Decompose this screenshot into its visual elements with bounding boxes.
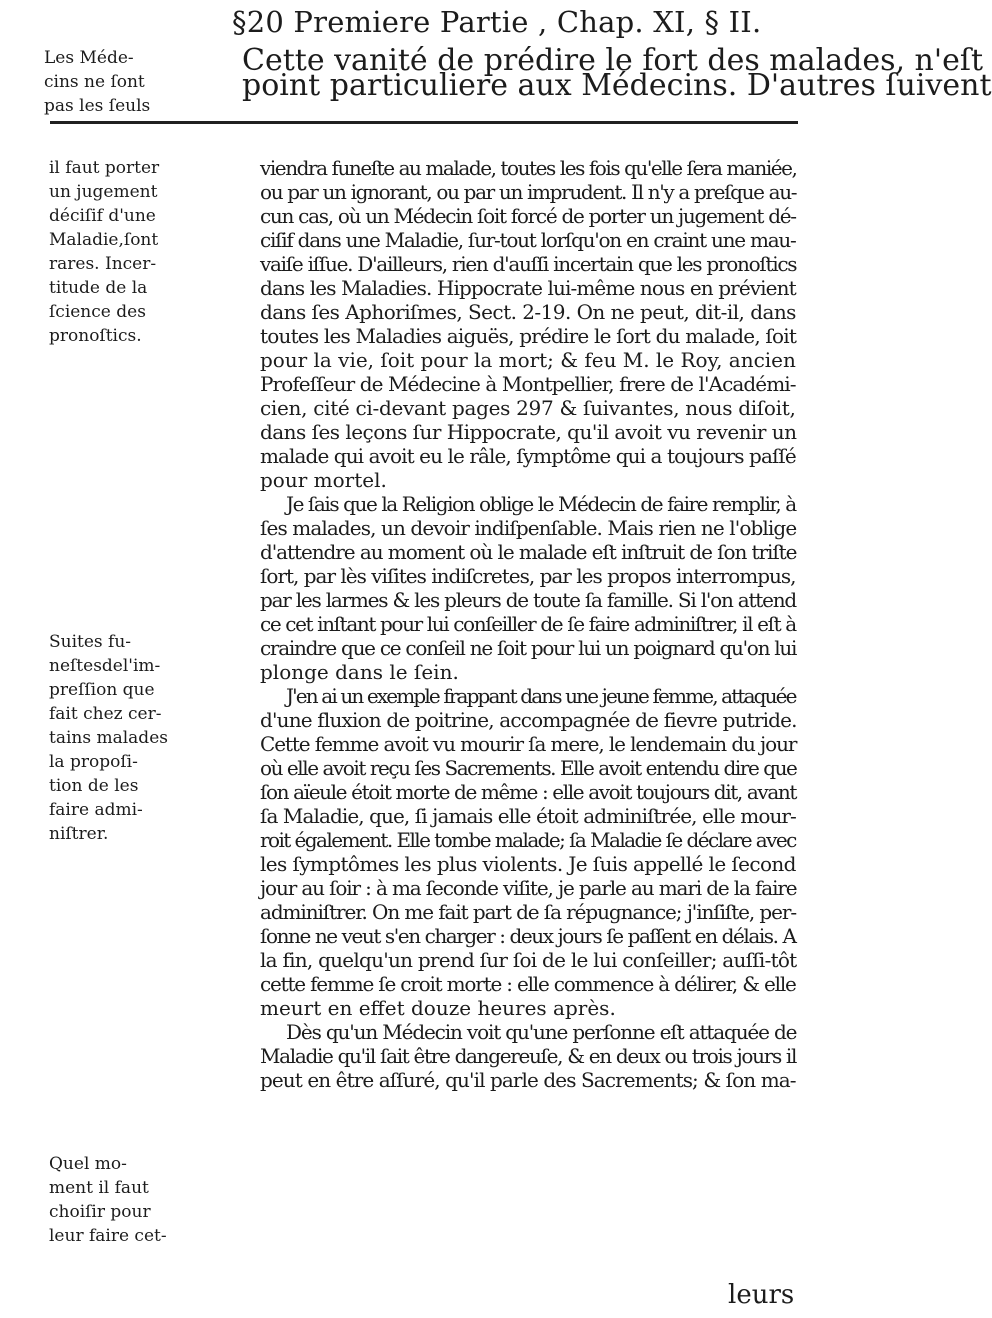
header-rule: [50, 121, 798, 124]
body-text-line: les ſymptômes les plus violents. Je ſuis appellé le ſecond: [260, 852, 796, 876]
header-margin-note: [44, 46, 234, 118]
body-text-line: jour au ſoir : à ma ſeconde viſite, je parle au mari de la faire: [260, 876, 797, 900]
body-text-line: ſon aïeule étoit morte de même : elle avoit toujours dit, avant: [260, 780, 797, 804]
margin-line: tion de les: [49, 776, 139, 796]
body-text-line: ſonne ne veut s'en charger : deux jours ſe paſſent en délais. A: [260, 924, 796, 948]
body-text-line: dans ſes Aphoriſmes, Sect. 2-19. On ne peut, dit-il, dans: [260, 300, 796, 324]
body-text-line: toutes les Maladies aiguës, prédire le ſort du malade, ſoit: [260, 324, 797, 348]
margin-line: leur faire cet-: [49, 1226, 167, 1246]
margin-line: pronoſtics.: [49, 326, 142, 346]
body-text-line: peut en être aſſuré, qu'il parle des Sacrements; & ſon ma-: [260, 1068, 796, 1092]
body-text-line: Cette femme avoit vu mourir ſa mere, le lendemain du jour: [260, 732, 797, 756]
margin-line: Suites fu-: [49, 632, 132, 652]
margin-line: fait chez cer-: [49, 704, 162, 724]
body-text-line: roit également. Elle tombe malade; ſa Maladie ſe déclare avec: [260, 828, 796, 852]
catchword: leurs: [728, 1280, 795, 1310]
margin-line: Quel mo-: [49, 1154, 127, 1174]
body-text-line: dans ſes leçons ſur Hippocrate, qu'il avoit vu revenir un: [260, 420, 797, 444]
body-text-line: d'attendre au moment où le malade eſt inſtruit de ſon triſte: [260, 540, 797, 564]
body-text-line: ſort, par lès viſites indiſcretes, par les propos interrompus,: [260, 564, 796, 588]
margin-line: la propoſi-: [49, 752, 138, 772]
body-text-line: cun cas, où un Médecin ſoit forcé de porter un jugement dé-: [260, 204, 796, 228]
body-text-line: meurt en effet douze heures après.: [260, 996, 616, 1020]
body-text-line: malade qui avoit eu le râle, ſymptôme qui a toujours paſſé: [260, 444, 796, 468]
page-header-title: §20 Premiere Partie , Chap. XI, § II.: [232, 5, 762, 39]
body-text-line: Maladie qu'il ſait être dangereuſe, & en deux ou trois jours il: [260, 1044, 797, 1068]
body-text-line: ciſif dans une Maladie, ſur-tout lorſqu'on en craint une mau-: [260, 228, 796, 252]
margin-line: Les Méde-: [44, 48, 134, 68]
body-text-line: cien, cité ci-devant pages 297 & ſuivantes, nous diſoit,: [260, 396, 796, 420]
body-text-line: Je ſais que la Religion oblige le Médecin de faire remplir, à: [286, 492, 796, 516]
body-text-line: dans les Maladies. Hippocrate lui-même nous en prévient: [260, 276, 796, 300]
margin-line: il faut porter: [49, 158, 160, 178]
body-text-line: d'une fluxion de poitrine, accompagnée de fievre putride.: [260, 708, 797, 732]
main-text-block: [260, 156, 800, 1092]
body-text-line: adminiſtrer. On me fait part de ſa répugnance; j'inſiſte, per-: [260, 900, 796, 924]
margin-line: neſtesdel'im-: [49, 656, 161, 676]
body-text-line: viendra funeſte au malade, toutes les fois qu'elle ſera maniée,: [260, 156, 797, 180]
margin-line: ment il faut: [49, 1178, 149, 1198]
margin-line: preſſion que: [49, 680, 155, 700]
margin-line: titude de la: [49, 278, 148, 298]
body-text-line: ce cet inſtant pour lui conſeiller de ſe faire adminiſtrer, il eſt à: [260, 612, 796, 636]
body-text-line: pour la vie, ſoit pour la mort; & feu M. le Roy, ancien: [260, 348, 796, 372]
body-text-line: vaiſe iſſue. D'ailleurs, rien d'auſſi incertain que les pronoſtics: [260, 252, 797, 276]
margin-line: rares. Incer-: [49, 254, 157, 274]
body-text-line: ou par un ignorant, ou par un imprudent. Il n'y a preſque au-: [260, 180, 797, 204]
body-text-line: plonge dans le ſein.: [260, 660, 459, 684]
margin-note-suites: [49, 630, 239, 846]
margin-line: déciſif d'une: [49, 206, 156, 226]
body-text-line: par les larmes & les pleurs de toute ſa famille. Si l'on attend: [260, 588, 796, 612]
body-text-line: la fin, quelqu'un prend ſur ſoi de le lui conſeiller; auſſi-tôt: [260, 948, 797, 972]
body-text-line: ſes malades, un devoir indiſpenſable. Mais rien ne l'oblige: [260, 516, 797, 540]
body-text-line: Profeſſeur de Médecine à Montpellier, frere de l'Académi-: [260, 372, 796, 396]
header-text-line-2: point particuliere aux Médecins. D'autres ſuivent: [242, 68, 992, 103]
body-text-line: ſa Maladie, que, ſi jamais elle étoit adminiſtrée, elle mour-: [260, 804, 796, 828]
running-header: [0, 0, 992, 116]
body-text-line: Dès qu'un Médecin voit qu'une perſonne eſt attaquée de: [286, 1020, 797, 1044]
margin-line: pas les ſeuls: [44, 96, 151, 116]
body-text-line: J'en ai un exemple frappant dans une jeune femme, attaquée: [286, 684, 796, 708]
body-text-line: où elle avoit reçu ſes Sacrements. Elle avoit entendu dire que: [260, 756, 797, 780]
body-text-line: cette femme ſe croit morte : elle commence à délirer, & elle: [260, 972, 796, 996]
margin-line: Maladie,ſont: [49, 230, 159, 250]
margin-line: un jugement: [49, 182, 158, 202]
body-text-line: pour mortel.: [260, 468, 387, 492]
margin-line: faire admi-: [49, 800, 143, 820]
margin-line: ſcience des: [49, 302, 146, 322]
margin-line: tains malades: [49, 728, 168, 748]
margin-note-moment: [49, 1152, 239, 1248]
margin-line: cins ne ſont: [44, 72, 145, 92]
body-text-line: craindre que ce conſeil ne ſoit pour lui un poignard qu'on lui: [260, 636, 797, 660]
margin-note-jugement: [49, 156, 239, 348]
margin-line: choiſir pour: [49, 1202, 151, 1222]
header-text-line-1: Cette vanité de prédire le fort des malades, n'eſt: [242, 43, 984, 78]
margin-line: niſtrer.: [49, 824, 109, 844]
